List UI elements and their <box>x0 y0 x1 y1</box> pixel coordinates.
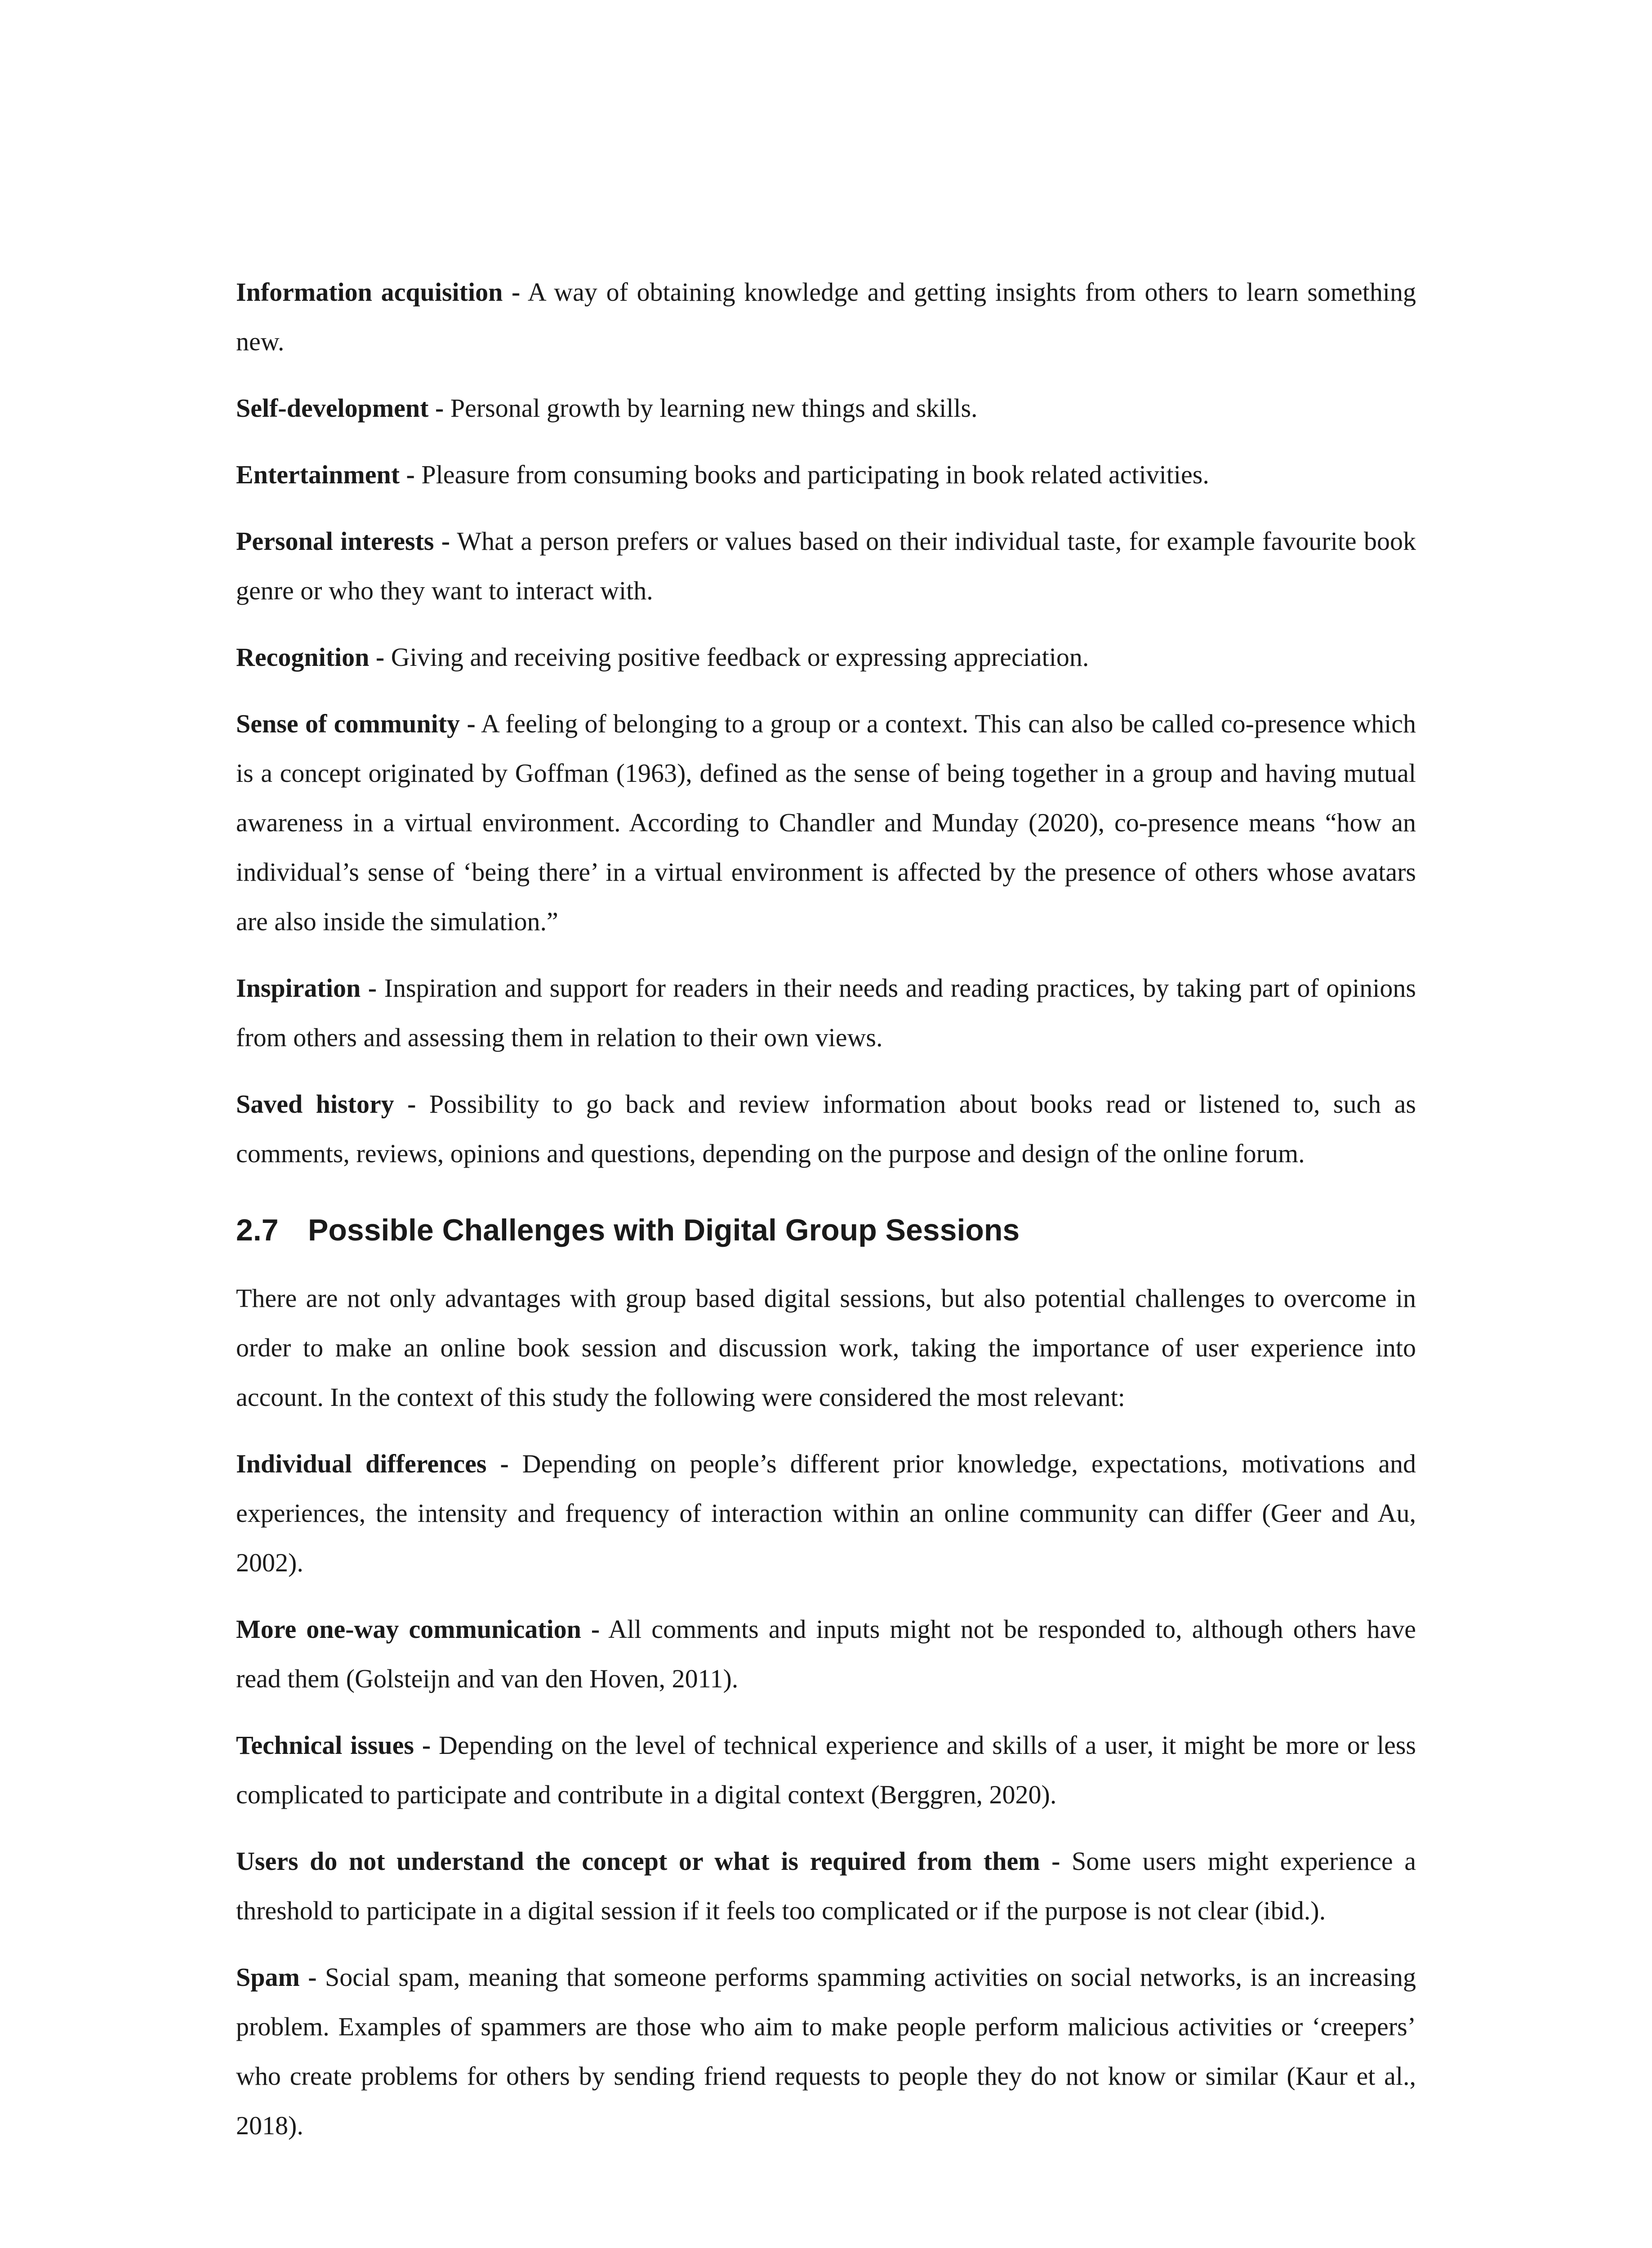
definition-self-development <box>236 384 1416 433</box>
definition-term: More one-way communication - <box>236 1615 600 1644</box>
definition-term: Inspiration - <box>236 973 377 1003</box>
section-title: Possible Challenges with Digital Group Sessions <box>308 1213 1020 1247</box>
definition-technical-issues <box>236 1721 1416 1820</box>
definition-term: Individual differences - <box>236 1449 509 1478</box>
definition-text: What a person prefers or values based on their individual taste, for example favourite book genre or who they want to interact with. <box>236 526 1416 605</box>
definition-text: A feeling of belonging to a group or a context. This can also be called co-presence which is a concept originated by Goffman (1963), defined as the sense of being together in a group and having mutual awareness in a virtual environment. According to Chandler and Munday (2020), co-presence means “how an individual’s sense of ‘being there’ in a virtual environment is affected by the presence of others whose avatars are also inside the simulation.” <box>236 709 1416 936</box>
definition-text: Inspiration and support for readers in their needs and reading practices, by taking part of opinions from others and assessing them in relation to their own views. <box>236 973 1416 1052</box>
definition-text: Possibility to go back and review information about books read or listened to, such as comments, reviews, opinions and questions, depending on the purpose and design of the online forum. <box>236 1089 1416 1168</box>
definition-recognition <box>236 633 1416 682</box>
definition-term: Technical issues - <box>236 1731 431 1760</box>
definition-term: Personal interests - <box>236 526 450 556</box>
definition-information-acquisition <box>236 268 1416 366</box>
definition-users-not-understanding <box>236 1837 1416 1936</box>
definition-term: Users do not understand the concept or what is required from them - <box>236 1847 1060 1876</box>
section-heading <box>236 1210 1416 1250</box>
definition-text: Personal growth by learning new things and skills. <box>444 393 978 423</box>
definition-term: Spam - <box>236 1963 317 1992</box>
page-body <box>236 268 1416 2168</box>
definition-term: Sense of community - <box>236 709 476 738</box>
definition-text: Depending on the level of technical experience and skills of a user, it might be more or less complicated to participate and contribute in a digital context (Berggren, 2020). <box>236 1731 1416 1809</box>
definition-text: Some users might experience a threshold to participate in a digital session if it feels too complicated or if the purpose is not clear (ibid.). <box>236 1847 1416 1925</box>
definition-text: Pleasure from consuming books and participating in book related activities. <box>414 460 1209 489</box>
definition-term: Saved history - <box>236 1089 416 1119</box>
definition-text: Giving and receiving positive feedback or expressing appreciation. <box>384 642 1089 672</box>
definition-one-way-communication <box>236 1605 1416 1704</box>
definition-text: All comments and inputs might not be responded to, although others have read them (Golsteijn and van den Hoven, 2011). <box>236 1615 1416 1693</box>
definition-text: Social spam, meaning that someone performs spamming activities on social networks, is an increasing problem. Examples of spammers are those who aim to make people perform malicious activities or ‘creepers’ who create problems for others by sending friend requests to people they do not know or similar (Kaur et al., 2018). <box>236 1963 1416 2140</box>
definition-term: Recognition - <box>236 642 385 672</box>
definition-sense-of-community <box>236 699 1416 946</box>
definition-individual-differences <box>236 1439 1416 1588</box>
definition-saved-history <box>236 1079 1416 1178</box>
definition-personal-interests <box>236 517 1416 616</box>
section-intro-paragraph: There are not only advantages with group based digital sessions, but also potential challenges to overcome in order to make an online book session and discussion work, taking the importance of user experience into account. In the context of this study the following were considered the most relevant: <box>236 1284 1416 1412</box>
definition-text: Depending on people’s different prior knowledge, expectations, motivations and experiences, the intensity and frequency of interaction within an online community can differ (Geer and Au, 2002). <box>236 1449 1416 1577</box>
definition-term: Entertainment - <box>236 460 415 489</box>
definition-entertainment <box>236 450 1416 500</box>
definition-inspiration <box>236 963 1416 1062</box>
definition-spam <box>236 1953 1416 2150</box>
definition-term: Information acquisition - <box>236 277 521 307</box>
definition-term: Self-development - <box>236 393 444 423</box>
definition-text: A way of obtaining knowledge and getting insights from others to learn something new. <box>236 277 1416 356</box>
section-number: 2.7 <box>236 1213 279 1247</box>
